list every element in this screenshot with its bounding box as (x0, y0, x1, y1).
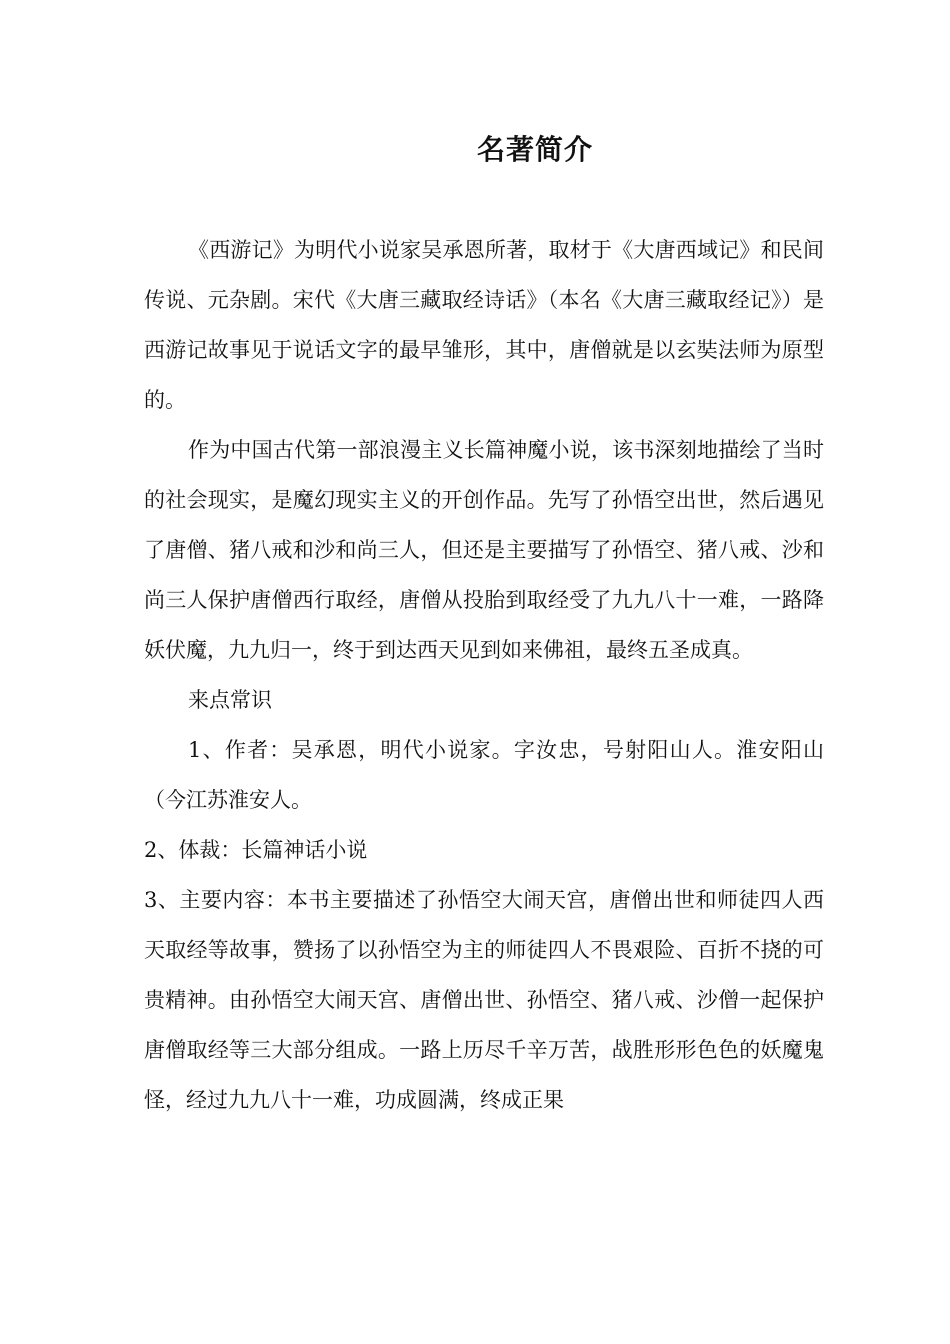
paragraph-author: 1、作者：吴承恩，明代小说家。字汝忠，号射阳山人。淮安阳山（今江苏淮安人。 (144, 738, 824, 812)
paragraph-intro: 《西游记》为明代小说家吴承恩所著，取材于《大唐西域记》和民间传说、元杂剧。宋代《大唐三藏取经诗话》（本名《大唐三藏取经记》）是西游记故事见于说话文字的最早雏形，其中，唐僧就是以玄奘法师为原型的。 (144, 238, 824, 412)
document-body (144, 225, 824, 1125)
section-heading-knowledge: 来点常识 (188, 688, 272, 712)
paragraph-summary: 作为中国古代第一部浪漫主义长篇神魔小说，该书深刻地描绘了当时的社会现实，是魔幻现实主义的开创作品。先写了孙悟空出世，然后遇见了唐僧、猪八戒和沙和尚三人，但还是主要描写了孙悟空、猪八戒、沙和尚三人保护唐僧西行取经，唐僧从投胎到取经受了九九八十一难，一路降妖伏魔，九九归一，终于到达西天见到如来佛祖，最终五圣成真。 (144, 438, 824, 662)
paragraph-genre: 2、体裁：长篇神话小说 (144, 838, 368, 862)
paragraph-main-content: 3、主要内容：本书主要描述了孙悟空大闹天宫，唐僧出世和师徒四人西天取经等故事，赞扬了以孙悟空为主的师徒四人不畏艰险、百折不挠的可贵精神。由孙悟空大闹天宫、唐僧出世、孙悟空、猪八戒、沙僧一起保护唐僧取经等三大部分组成。一路上历尽千辛万苦，战胜形形色色的妖魔鬼怪，经过九九八十一难，功成圆满，终成正果 (144, 888, 824, 1112)
page-title: 名著简介 (476, 133, 593, 166)
